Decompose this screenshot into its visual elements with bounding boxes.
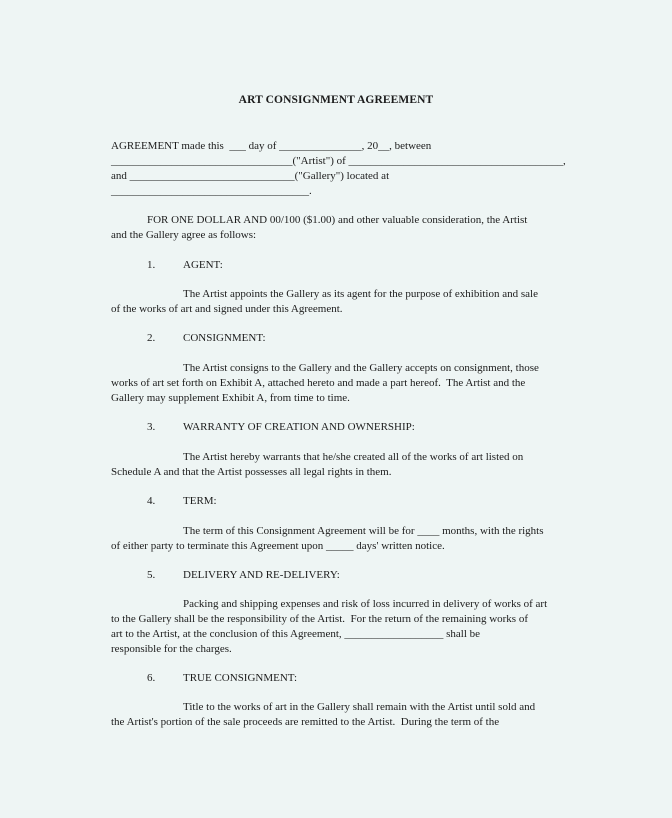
section-3-heading: WARRANTY OF CREATION AND OWNERSHIP: [183,421,415,433]
section-5-line-2: to the Gallery shall be the responsibility of the Artist. For the return of the remaining works of [111,613,528,625]
section-1-line-2: of the works of art and signed under this Agreement. [111,303,343,315]
consideration-line-1: FOR ONE DOLLAR AND 00/100 ($1.00) and other valuable consideration, the Artist [147,214,528,226]
section-1-heading: AGENT: [183,259,223,271]
section-3-number: 3. [147,421,156,433]
section-4-line-2: of either party to terminate this Agreement upon _____ days' written notice. [111,540,445,552]
section-2-number: 2. [147,332,156,344]
section-3-line-1: The Artist hereby warrants that he/she created all of the works of art listed on [183,451,524,463]
section-2-line-1: The Artist consigns to the Gallery and the Gallery accepts on consignment, those [183,362,539,374]
section-5-line-3: art to the Artist, at the conclusion of this Agreement, __________________ shall be [111,628,481,640]
section-6-line-2: the Artist's portion of the sale proceeds are remitted to the Artist. During the term of the [111,716,500,728]
section-4-line-1: The term of this Consignment Agreement will be for ____ months, with the rights [183,525,544,537]
preamble-line-2: _________________________________("Artist") of _______________________________________, [111,155,566,167]
section-5-number: 5. [147,569,156,581]
section-1-number: 1. [147,259,156,271]
consideration-line-2: and the Gallery agree as follows: [111,229,257,241]
section-2-line-2: works of art set forth on Exhibit A, attached hereto and made a part hereof. The Artist and the [111,377,526,389]
section-5-line-1: Packing and shipping expenses and risk of loss incurred in delivery of works of art [183,598,548,610]
section-6-line-1: Title to the works of art in the Gallery shall remain with the Artist until sold and [183,701,536,713]
preamble-line-4: ____________________________________. [111,185,312,197]
section-5-line-4: responsible for the charges. [111,643,232,655]
document-title: ART CONSIGNMENT AGREEMENT [238,94,434,106]
section-5-heading: DELIVERY AND RE-DELIVERY: [183,569,340,581]
section-6-number: 6. [147,672,156,684]
section-2-line-3: Gallery may supplement Exhibit A, from time to time. [111,392,350,404]
section-4-number: 4. [147,495,156,507]
section-1-line-1: The Artist appoints the Gallery as its agent for the purpose of exhibition and sale [183,288,538,300]
preamble-line-3: and ______________________________("Gallery") located at [111,170,390,182]
section-4-heading: TERM: [183,495,217,507]
section-3-line-2: Schedule A and that the Artist possesses all legal rights in them. [111,466,392,478]
section-2-heading: CONSIGNMENT: [183,332,266,344]
section-6-heading: TRUE CONSIGNMENT: [183,672,298,684]
preamble-line-1: AGREEMENT made this ___ day of _______________, 20__, between [111,140,432,152]
